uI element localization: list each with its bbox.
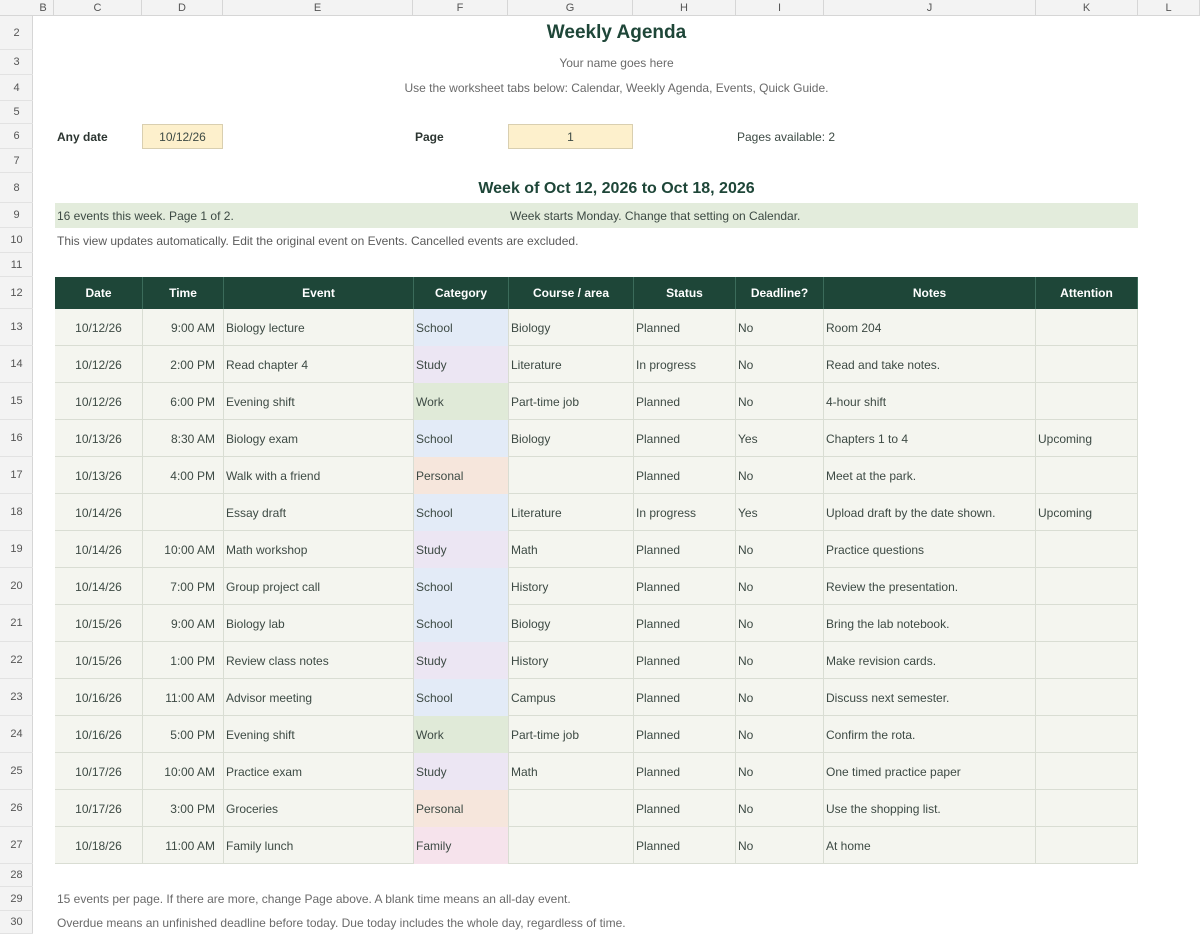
column-header-deadline[interactable]: Deadline?	[736, 277, 824, 309]
date-cell[interactable]: 10/16/26	[55, 716, 143, 753]
row-header-14[interactable]: 14	[0, 346, 33, 383]
table-row	[55, 346, 1138, 383]
date-cell[interactable]: 10/15/26	[55, 642, 143, 679]
status-cell[interactable]: Planned	[634, 420, 736, 457]
time-cell[interactable]: 7:00 PM	[143, 568, 224, 605]
category-cell[interactable]: Family	[414, 827, 509, 864]
time-cell[interactable]: 9:00 AM	[143, 309, 224, 346]
category-cell[interactable]: School	[414, 568, 509, 605]
date-cell[interactable]: 10/14/26	[55, 494, 143, 531]
category-cell[interactable]: Personal	[414, 457, 509, 494]
attention-cell[interactable]	[1036, 753, 1138, 790]
status-cell[interactable]: Planned	[634, 605, 736, 642]
table-row	[55, 494, 1138, 531]
attention-cell[interactable]	[1036, 716, 1138, 753]
any-date-input[interactable]: 10/12/26	[142, 124, 223, 149]
row-header-11[interactable]: 11	[0, 253, 33, 277]
course-cell[interactable]: Math	[509, 531, 634, 568]
table-row	[55, 309, 1138, 346]
footer-note-page: 15 events per page. If there are more, change Page above. A blank time means an all-day event.	[57, 892, 571, 906]
column-header-time[interactable]: Time	[143, 277, 224, 309]
table-row	[55, 531, 1138, 568]
row-header-3[interactable]: 3	[0, 50, 33, 75]
row-header-27[interactable]: 27	[0, 827, 33, 864]
page-label: Page	[415, 129, 444, 144]
time-cell[interactable]	[143, 494, 224, 531]
event-cell[interactable]: Biology lecture	[224, 309, 414, 346]
course-cell[interactable]	[509, 827, 634, 864]
table-row	[55, 716, 1138, 753]
row-header-9[interactable]: 9	[0, 203, 33, 228]
table-row	[55, 420, 1138, 457]
deadline-cell[interactable]: No	[736, 605, 824, 642]
notes-cell[interactable]: Read and take notes.	[824, 346, 1036, 383]
date-cell[interactable]: 10/14/26	[55, 568, 143, 605]
status-cell[interactable]: In progress	[634, 346, 736, 383]
category-cell[interactable]: School	[414, 605, 509, 642]
row-header-17[interactable]: 17	[0, 457, 33, 494]
status-cell[interactable]: Planned	[634, 790, 736, 827]
category-cell[interactable]: School	[414, 679, 509, 716]
row-header-15[interactable]: 15	[0, 383, 33, 420]
attention-cell[interactable]	[1036, 309, 1138, 346]
course-cell[interactable]: History	[509, 568, 634, 605]
event-cell[interactable]: Evening shift	[224, 383, 414, 420]
category-cell[interactable]: Personal	[414, 790, 509, 827]
row-header-20[interactable]: 20	[0, 568, 33, 605]
course-cell[interactable]: Part-time job	[509, 716, 634, 753]
deadline-cell[interactable]: No	[736, 531, 824, 568]
attention-cell[interactable]	[1036, 642, 1138, 679]
row-header-24[interactable]: 24	[0, 716, 33, 753]
deadline-cell[interactable]: No	[736, 827, 824, 864]
row-header-12[interactable]: 12	[0, 277, 33, 309]
row-header-18[interactable]: 18	[0, 494, 33, 531]
course-cell[interactable]	[509, 790, 634, 827]
date-cell[interactable]: 10/14/26	[55, 531, 143, 568]
course-cell[interactable]: Campus	[509, 679, 634, 716]
time-cell[interactable]: 5:00 PM	[143, 716, 224, 753]
event-cell[interactable]: Biology lab	[224, 605, 414, 642]
status-cell[interactable]: Planned	[634, 753, 736, 790]
attention-cell[interactable]	[1036, 679, 1138, 716]
events-summary: 16 events this week. Page 1 of 2.	[57, 208, 234, 223]
deadline-cell[interactable]: No	[736, 568, 824, 605]
time-cell[interactable]: 2:00 PM	[143, 346, 224, 383]
column-header-h[interactable]: H	[633, 0, 736, 16]
notes-cell[interactable]: Review the presentation.	[824, 568, 1036, 605]
notes-cell[interactable]: Upload draft by the date shown.	[824, 494, 1036, 531]
status-cell[interactable]: Planned	[634, 457, 736, 494]
deadline-cell[interactable]: No	[736, 457, 824, 494]
row-header-28[interactable]: 28	[0, 864, 33, 887]
date-cell[interactable]: 10/12/26	[55, 346, 143, 383]
notes-cell[interactable]: One timed practice paper	[824, 753, 1036, 790]
time-cell[interactable]: 4:00 PM	[143, 457, 224, 494]
course-cell[interactable]: Math	[509, 753, 634, 790]
date-cell[interactable]: 10/13/26	[55, 420, 143, 457]
column-header-f[interactable]: F	[413, 0, 508, 16]
category-cell[interactable]: School	[414, 309, 509, 346]
date-cell[interactable]: 10/17/26	[55, 790, 143, 827]
table-row	[55, 383, 1138, 420]
notes-cell[interactable]: At home	[824, 827, 1036, 864]
time-cell[interactable]: 9:00 AM	[143, 605, 224, 642]
event-cell[interactable]: Walk with a friend	[224, 457, 414, 494]
deadline-cell[interactable]: No	[736, 679, 824, 716]
category-cell[interactable]: Study	[414, 642, 509, 679]
column-header-j[interactable]: J	[824, 0, 1036, 16]
page-input[interactable]: 1	[508, 124, 633, 149]
attention-cell[interactable]	[1036, 790, 1138, 827]
time-cell[interactable]: 6:00 PM	[143, 383, 224, 420]
event-cell[interactable]: Read chapter 4	[224, 346, 414, 383]
column-header-d[interactable]: D	[142, 0, 223, 16]
event-cell[interactable]: Review class notes	[224, 642, 414, 679]
status-cell[interactable]: Planned	[634, 642, 736, 679]
table-row	[55, 605, 1138, 642]
category-cell[interactable]: Study	[414, 531, 509, 568]
deadline-cell[interactable]: No	[736, 346, 824, 383]
notes-cell[interactable]: Use the shopping list.	[824, 790, 1036, 827]
category-cell[interactable]: Study	[414, 753, 509, 790]
time-cell[interactable]: 10:00 AM	[143, 531, 224, 568]
notes-cell[interactable]: Meet at the park.	[824, 457, 1036, 494]
any-date-label: Any date	[57, 129, 108, 144]
course-cell[interactable]	[509, 457, 634, 494]
row-header-16[interactable]: 16	[0, 420, 33, 457]
course-cell[interactable]: Biology	[509, 309, 634, 346]
event-cell[interactable]: Group project call	[224, 568, 414, 605]
row-header-5[interactable]: 5	[0, 101, 33, 124]
time-cell[interactable]: 3:00 PM	[143, 790, 224, 827]
date-cell[interactable]: 10/15/26	[55, 605, 143, 642]
date-cell[interactable]: 10/18/26	[55, 827, 143, 864]
column-header-attention[interactable]: Attention	[1036, 277, 1138, 309]
event-cell[interactable]: Essay draft	[224, 494, 414, 531]
table-row	[55, 679, 1138, 716]
course-cell[interactable]: Biology	[509, 420, 634, 457]
date-cell[interactable]: 10/13/26	[55, 457, 143, 494]
status-cell[interactable]: Planned	[634, 531, 736, 568]
row-header-bar	[0, 16, 33, 934]
event-cell[interactable]: Family lunch	[224, 827, 414, 864]
event-cell[interactable]: Advisor meeting	[224, 679, 414, 716]
status-cell[interactable]: Planned	[634, 568, 736, 605]
column-header-bar	[0, 0, 1200, 16]
attention-cell[interactable]	[1036, 568, 1138, 605]
event-cell[interactable]: Evening shift	[224, 716, 414, 753]
row-header-30[interactable]: 30	[0, 911, 33, 934]
notes-cell[interactable]: Make revision cards.	[824, 642, 1036, 679]
status-cell[interactable]: In progress	[634, 494, 736, 531]
row-header-26[interactable]: 26	[0, 790, 33, 827]
deadline-cell[interactable]: No	[736, 642, 824, 679]
week-title: Week of Oct 12, 2026 to Oct 18, 2026	[478, 180, 755, 197]
row-header-23[interactable]: 23	[0, 679, 33, 716]
table-header-row	[55, 277, 1138, 309]
deadline-cell[interactable]: No	[736, 790, 824, 827]
category-cell[interactable]: Work	[414, 383, 509, 420]
course-cell[interactable]: History	[509, 642, 634, 679]
status-cell[interactable]: Planned	[634, 716, 736, 753]
column-header-category[interactable]: Category	[414, 277, 509, 309]
table-row	[55, 642, 1138, 679]
event-cell[interactable]: Practice exam	[224, 753, 414, 790]
deadline-cell[interactable]: No	[736, 753, 824, 790]
time-cell[interactable]: 1:00 PM	[143, 642, 224, 679]
event-cell[interactable]: Math workshop	[224, 531, 414, 568]
table-row	[55, 457, 1138, 494]
name-placeholder[interactable]: Your name goes here	[559, 55, 674, 70]
row-header-25[interactable]: 25	[0, 753, 33, 790]
row-header-7[interactable]: 7	[0, 149, 33, 173]
notes-cell[interactable]: Bring the lab notebook.	[824, 605, 1036, 642]
column-header-course[interactable]: Course / area	[509, 277, 634, 309]
table-row	[55, 827, 1138, 864]
row-header-6[interactable]: 6	[0, 124, 33, 149]
row-header-13[interactable]: 13	[0, 309, 33, 346]
notes-cell[interactable]: 4-hour shift	[824, 383, 1036, 420]
time-cell[interactable]: 11:00 AM	[143, 827, 224, 864]
date-cell[interactable]: 10/12/26	[55, 309, 143, 346]
attention-cell[interactable]	[1036, 346, 1138, 383]
table-row	[55, 790, 1138, 827]
column-header-i[interactable]: I	[736, 0, 824, 16]
row-header-4[interactable]: 4	[0, 75, 33, 101]
attention-cell[interactable]: Upcoming	[1036, 420, 1138, 457]
date-cell[interactable]: 10/17/26	[55, 753, 143, 790]
notes-cell[interactable]: Room 204	[824, 309, 1036, 346]
column-header-l[interactable]: L	[1138, 0, 1200, 16]
column-header-notes[interactable]: Notes	[824, 277, 1036, 309]
attention-cell[interactable]	[1036, 827, 1138, 864]
notes-cell[interactable]: Practice questions	[824, 531, 1036, 568]
category-cell[interactable]: Study	[414, 346, 509, 383]
time-cell[interactable]: 8:30 AM	[143, 420, 224, 457]
table-row	[55, 753, 1138, 790]
attention-cell[interactable]	[1036, 457, 1138, 494]
attention-cell[interactable]: Upcoming	[1036, 494, 1138, 531]
status-cell[interactable]: Planned	[634, 309, 736, 346]
attention-cell[interactable]	[1036, 605, 1138, 642]
category-cell[interactable]: School	[414, 494, 509, 531]
row-header-21[interactable]: 21	[0, 605, 33, 642]
page-title: Weekly Agenda	[546, 22, 687, 43]
instructions-text: Use the worksheet tabs below: Calendar, Weekly Agenda, Events, Quick Guide.	[404, 81, 829, 95]
event-cell[interactable]: Biology exam	[224, 420, 414, 457]
column-header-g[interactable]: G	[508, 0, 633, 16]
row-header-8[interactable]: 8	[0, 173, 33, 203]
column-header-e[interactable]: E	[223, 0, 413, 16]
deadline-cell[interactable]: No	[736, 383, 824, 420]
time-cell[interactable]: 10:00 AM	[143, 753, 224, 790]
course-cell[interactable]: Literature	[509, 494, 634, 531]
column-header-status[interactable]: Status	[634, 277, 736, 309]
course-cell[interactable]: Literature	[509, 346, 634, 383]
row-header-29[interactable]: 29	[0, 887, 33, 911]
status-cell[interactable]: Planned	[634, 827, 736, 864]
update-note: This view updates automatically. Edit the original event on Events. Cancelled events are excluded.	[57, 233, 579, 248]
deadline-cell[interactable]: Yes	[736, 420, 824, 457]
row-header-22[interactable]: 22	[0, 642, 33, 679]
status-cell[interactable]: Planned	[634, 679, 736, 716]
week-start-note: Week starts Monday. Change that setting on Calendar.	[510, 208, 801, 223]
deadline-cell[interactable]: No	[736, 309, 824, 346]
category-cell[interactable]: School	[414, 420, 509, 457]
table-row	[55, 568, 1138, 605]
column-header-date[interactable]: Date	[55, 277, 143, 309]
row-header-19[interactable]: 19	[0, 531, 33, 568]
column-header-c[interactable]: C	[54, 0, 142, 16]
category-cell[interactable]: Work	[414, 716, 509, 753]
notes-cell[interactable]: Discuss next semester.	[824, 679, 1036, 716]
deadline-cell[interactable]: Yes	[736, 494, 824, 531]
column-header-event[interactable]: Event	[224, 277, 414, 309]
column-header-b[interactable]: B	[33, 0, 54, 16]
event-cell[interactable]: Groceries	[224, 790, 414, 827]
column-header-k[interactable]: K	[1036, 0, 1138, 16]
notes-cell[interactable]: Confirm the rota.	[824, 716, 1036, 753]
row-header-10[interactable]: 10	[0, 228, 33, 253]
course-cell[interactable]: Part-time job	[509, 383, 634, 420]
notes-cell[interactable]: Chapters 1 to 4	[824, 420, 1036, 457]
attention-cell[interactable]	[1036, 531, 1138, 568]
deadline-cell[interactable]: No	[736, 716, 824, 753]
date-cell[interactable]: 10/16/26	[55, 679, 143, 716]
row-header-2[interactable]: 2	[0, 16, 33, 50]
pages-available-text: Pages available: 2	[737, 129, 836, 144]
date-cell[interactable]: 10/12/26	[55, 383, 143, 420]
status-cell[interactable]: Planned	[634, 383, 736, 420]
course-cell[interactable]: Biology	[509, 605, 634, 642]
time-cell[interactable]: 11:00 AM	[143, 679, 224, 716]
footer-note-overdue: Overdue means an unfinished deadline before today. Due today includes the whole day, regardless of time.	[57, 916, 626, 930]
attention-cell[interactable]	[1036, 383, 1138, 420]
